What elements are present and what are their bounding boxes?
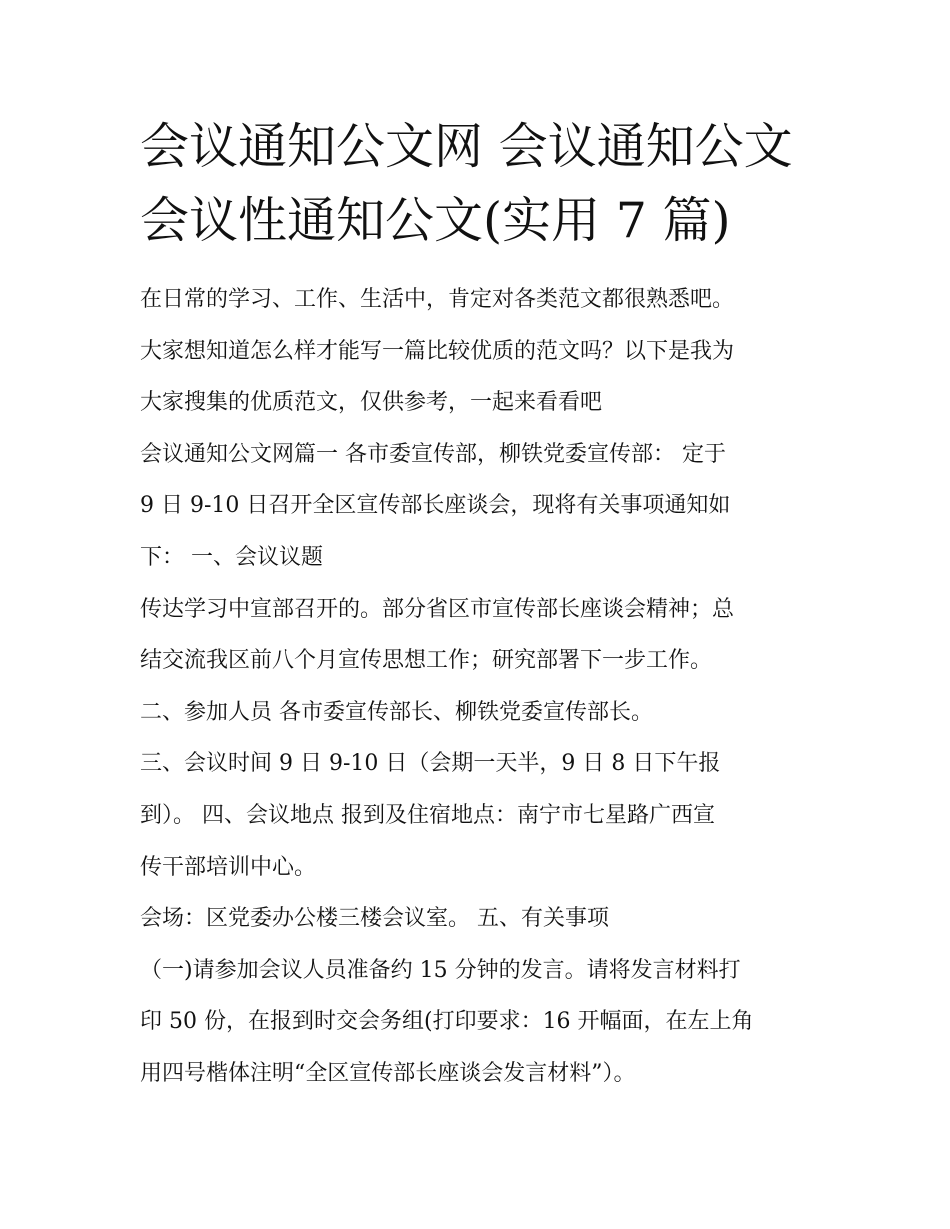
body-line: 到）。 四、会议地点 报到及住宿地点：南宁市七星路广西宣: [140, 802, 715, 828]
body-line: 会议通知公文网篇一 各市委宣传部，柳铁党委宣传部： 定于: [140, 441, 726, 467]
document-title: [140, 110, 820, 258]
body-line: 传达学习中宣部召开的。部分省区市宣传部长座谈会精神；总: [140, 596, 735, 622]
body-line: 用四号楷体注明“全区宣传部长座谈会发言材料”）。: [140, 1060, 636, 1086]
body-line: 大家搜集的优质范文，仅供参考，一起来看看吧: [140, 390, 603, 416]
body-line: 结交流我区前八个月宣传思想工作；研究部署下一步工作。: [140, 648, 713, 674]
body-line: 三、会议时间 9 日 9-10 日（会期一天半，9 日 8 日下午报: [140, 751, 721, 777]
body-line: 下： 一、会议议题: [140, 544, 323, 570]
body-line: 传干部培训中心。: [140, 854, 317, 880]
body-line: 印 50 份，在报到时交会务组(打印要求：16 开幅面，在左上角: [140, 1009, 754, 1035]
body-line: （一)请参加会议人员准备约 15 分钟的发言。请将发言材料打: [140, 957, 741, 983]
body-line: 会场：区党委办公楼三楼会议室。 五、有关事项: [140, 906, 609, 932]
title-line: 会议通知公文网 会议通知公文: [140, 118, 793, 175]
document-body: [140, 278, 820, 1104]
title-line: 会议性通知公文(实用 7 篇): [140, 192, 731, 249]
body-line: 在日常的学习、工作、生活中，肯定对各类范文都很熟悉吧。: [140, 287, 735, 312]
body-line: 二、参加人员 各市委宣传部长、柳铁党委宣传部长。: [140, 699, 653, 725]
body-line: 大家想知道怎么样才能写一篇比较优质的范文吗？以下是我为: [140, 338, 735, 364]
body-line: 9 日 9-10 日召开全区宣传部长座谈会，现将有关事项通知如: [140, 493, 731, 519]
